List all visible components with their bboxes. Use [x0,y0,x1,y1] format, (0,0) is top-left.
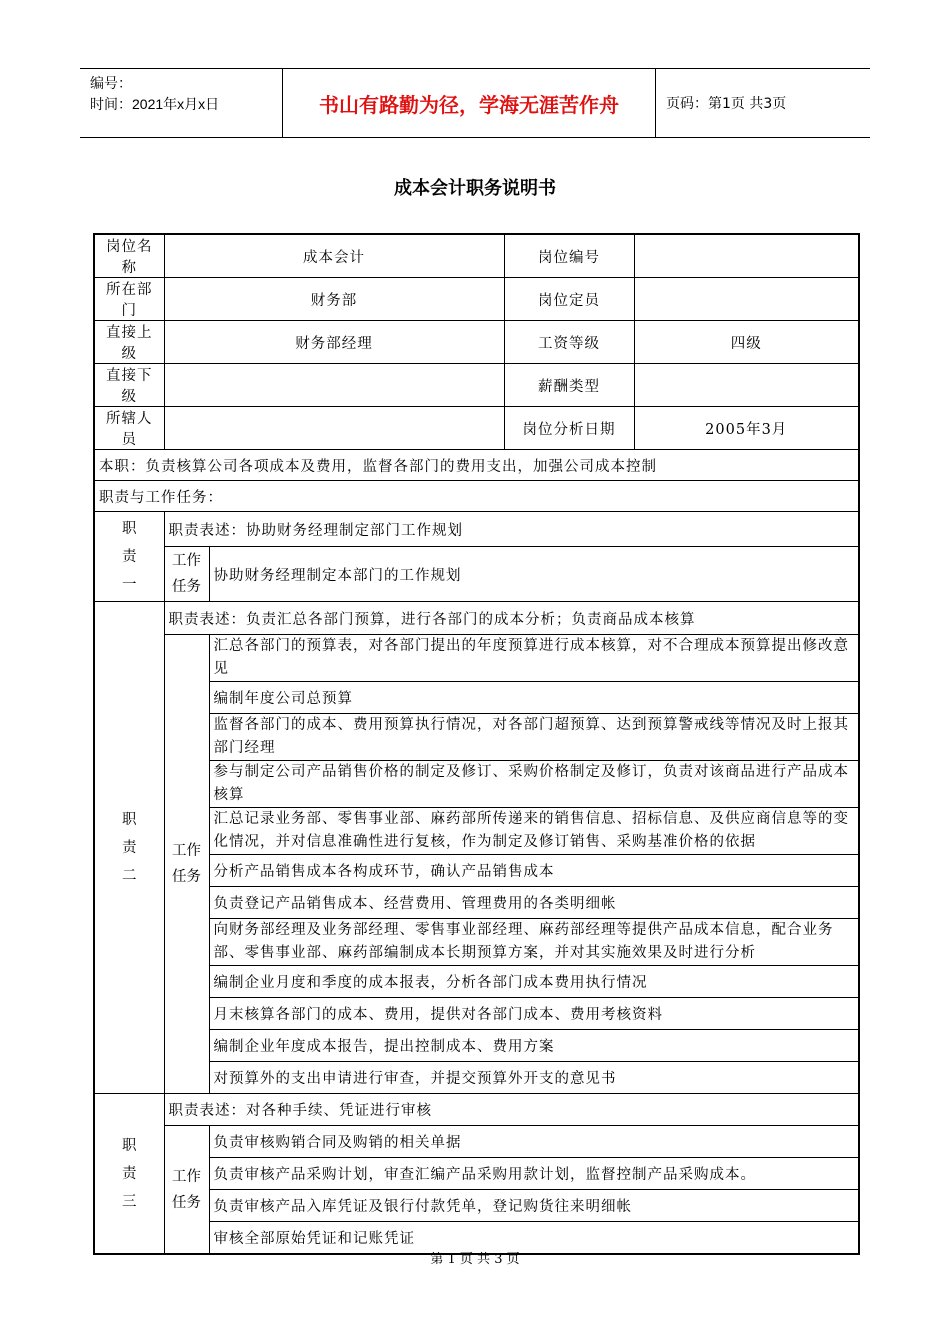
info-value [634,364,859,407]
info-value: 财务部经理 [164,321,504,364]
duty3-task: 审核全部原始凭证和记账凭证 [209,1222,859,1255]
duty1-task-row [94,547,859,602]
duty2-task-row [94,808,859,855]
document-title: 成本会计职务说明书 [394,178,556,199]
duty2-task: 编制年度公司总预算 [209,682,859,714]
duty2-task-row [94,855,859,887]
duty1-statement: 职责表述：协助财务经理制定部门工作规划 [164,512,859,547]
duty1-label-char: 责 [122,548,137,565]
duty3-task: 负责审核产品入库凭证及银行付款凭单，登记购货往来明细帐 [209,1190,859,1222]
duty2-task-row [94,998,859,1030]
task-label-line: 工作 [172,1168,201,1185]
duty2-task: 负责登记产品销售成本、经营费用、管理费用的各类明细帐 [209,887,859,919]
header-page-info: 页码：第1页 共3页 [666,96,787,112]
info-label: 岗位编号 [504,234,634,278]
duty3-statement-row [94,1094,859,1126]
duty2-task: 监督各部门的成本、费用预算执行情况，对各部门超预算、达到预算警戒线等情况及时上报其部门经理 [209,714,859,761]
info-value [634,278,859,321]
header-number-label: 编号： [90,75,132,91]
duties-heading: 职责与工作任务： [94,481,859,512]
duty2-task-row [94,919,859,966]
header-slogan: 书山有路勤为径，学海无涯苦作舟 [282,69,656,137]
duty2-task-row [94,635,859,682]
duty2-statement-row [94,602,859,635]
duty2-statement: 职责表述：负责汇总各部门预算，进行各部门的成本分析；负责商品成本核算 [164,602,859,635]
page-header [80,68,870,138]
duty1-statement-row [94,512,859,547]
duty3-label-char: 责 [122,1165,137,1182]
info-value: 四级 [634,321,859,364]
duty3-label [94,1094,164,1255]
duty1-label [94,512,164,602]
task-label-line: 任务 [172,869,201,885]
task-label-line: 工作 [172,553,201,569]
duty2-task-row [94,1062,859,1094]
duty3-task-row [94,1158,859,1190]
duty2-task: 分析产品销售成本各构成环节，确认产品销售成本 [209,855,859,887]
core-duty-row [94,450,859,481]
info-label: 工资等级 [504,321,634,364]
duty2-label-char: 责 [122,839,137,856]
info-label: 直接上级 [94,321,164,364]
duty1-label-char: 一 [122,576,137,593]
duty3-task-row [94,1126,859,1158]
duty2-task: 编制企业月度和季度的成本报表，分析各部门成本费用执行情况 [209,966,859,998]
duty2-task-label [164,635,209,1094]
task-label-line: 任务 [172,579,201,595]
page-footer: 第 1 页 共 3 页 [430,1252,520,1267]
duty2-task-row [94,966,859,998]
info-label: 薪酬类型 [504,364,634,407]
info-value [164,407,504,450]
duties-heading-row [94,481,859,512]
info-label: 所辖人员 [94,407,164,450]
info-row [94,321,859,364]
duty1-task: 协助财务经理制定本部门的工作规划 [209,547,859,602]
header-time-label: 时间：2021年x月x日 [90,96,220,112]
core-duty: 本职：负责核算公司各项成本及费用，监督各部门的费用支出，加强公司成本控制 [94,450,859,481]
info-value: 2005年3月 [634,407,859,450]
duty2-task-row [94,887,859,919]
info-value: 财务部 [164,278,504,321]
duty2-task-row [94,1030,859,1062]
info-row [94,234,859,278]
duty2-label-char: 职 [122,811,137,828]
info-value [634,234,859,278]
duty3-label-char: 职 [122,1137,137,1154]
duty2-task: 对预算外的支出申请进行审查，并提交预算外开支的意见书 [209,1062,859,1094]
info-row [94,278,859,321]
duty3-label-char: 三 [122,1193,137,1210]
duty3-statement: 职责表述：对各种手续、凭证进行审核 [164,1094,859,1126]
header-meta [90,73,219,115]
duty2-label-char: 二 [122,867,137,884]
duty2-task-row [94,761,859,808]
task-label-line: 工作 [172,843,201,859]
duty3-task: 负责审核产品采购计划，审查汇编产品采购用款计划，监督控制产品采购成本。 [209,1158,859,1190]
info-value: 成本会计 [164,234,504,278]
duty2-task: 月末核算各部门的成本、费用，提供对各部门成本、费用考核资料 [209,998,859,1030]
duty2-task-row [94,682,859,714]
duty2-task: 参与制定公司产品销售价格的制定及修订、采购价格制定及修订，负责对该商品进行产品成本核算 [209,761,859,808]
duty3-task: 负责审核购销合同及购销的相关单据 [209,1126,859,1158]
task-label-line: 任务 [172,1194,201,1211]
info-row [94,407,859,450]
info-label: 岗位名称 [94,234,164,278]
duty3-task-row [94,1190,859,1222]
duty1-label-char: 职 [122,520,137,537]
duty3-task-label [164,1126,209,1255]
duty2-label [94,602,164,1094]
duty2-task: 向财务部经理及业务部经理、零售事业部经理、麻药部经理等提供产品成本信息，配合业务部、零售事业部、麻药部编制成本长期预算方案，并对其实施效果及时进行分析 [209,919,859,966]
info-label: 直接下级 [94,364,164,407]
duty1-task-label [164,547,209,602]
info-row [94,364,859,407]
duty2-task: 汇总记录业务部、零售事业部、麻药部所传递来的销售信息、招标信息、及供应商信息等的变化情况，并对信息准确性进行复核，作为制定及修订销售、采购基准价格的依据 [209,808,859,855]
info-label: 岗位分析日期 [504,407,634,450]
duty2-task: 编制企业年度成本报告，提出控制成本、费用方案 [209,1030,859,1062]
info-label: 岗位定员 [504,278,634,321]
duty2-task: 汇总各部门的预算表，对各部门提出的年度预算进行成本核算，对不合理成本预算提出修改意见 [209,635,859,682]
duty2-task-row [94,714,859,761]
job-description-table [93,233,860,1255]
info-label: 所在部门 [94,278,164,321]
info-value [164,364,504,407]
